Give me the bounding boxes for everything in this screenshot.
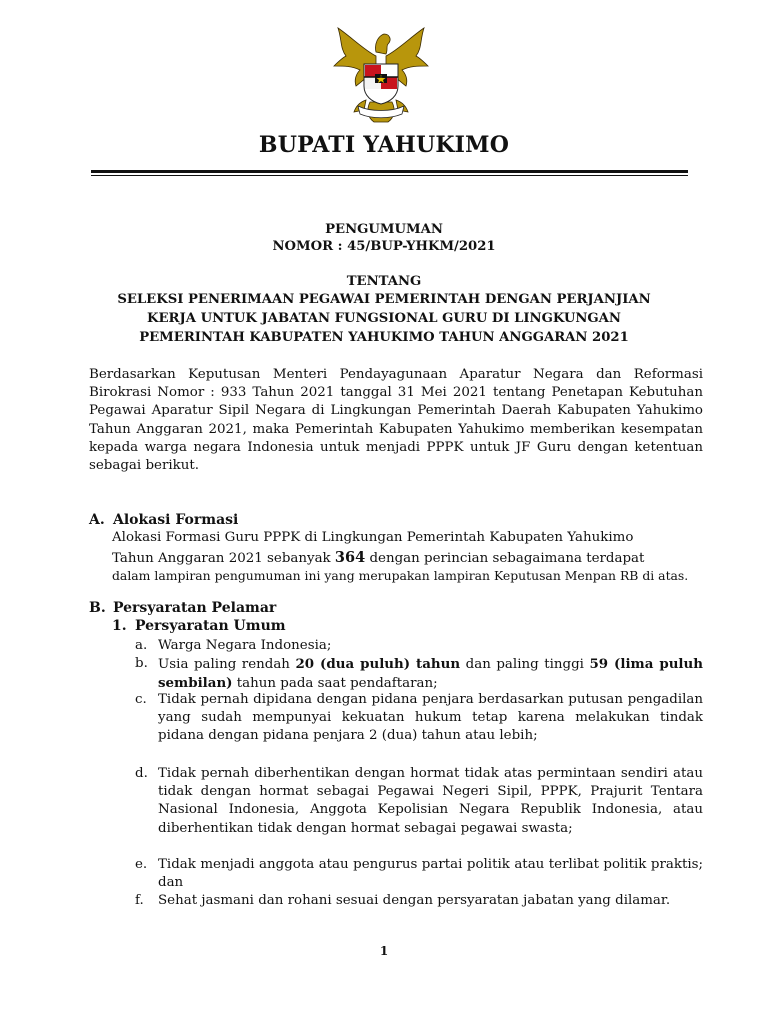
- section-a-title: Alokasi Formasi: [113, 512, 239, 528]
- section-a-line: Alokasi Formasi Guru PPPK di Lingkungan Pemerintah Kabupaten Yahukimo: [112, 530, 634, 545]
- announcement-subject-line: PEMERINTAH KABUPATEN YAHUKIMO TAHUN ANGGARAN 2021: [139, 330, 629, 345]
- section-b-letter: B.: [89, 600, 106, 616]
- section-b-heading: [89, 600, 276, 616]
- sub-title: Persyaratan Umum: [135, 618, 286, 634]
- item-text: Sehat jasmani dan rohani sesuai dengan persyaratan jabatan yang dilamar.: [158, 893, 671, 908]
- requirement-item-e: [135, 856, 703, 892]
- section-a-line: [112, 549, 644, 566]
- section-a-letter: A.: [89, 512, 105, 528]
- requirement-item-f: [135, 892, 703, 910]
- garuda-emblem-icon: [326, 22, 436, 124]
- announcement-subject-line: KERJA UNTUK JABATAN FUNGSIONAL GURU DI LINGKUNGAN: [147, 311, 621, 326]
- header-divider-thin: [91, 175, 688, 176]
- general-requirements-heading: [112, 618, 286, 634]
- section-a-heading: [89, 512, 238, 528]
- max-age: 59 (lima puluh sembilan): [158, 656, 703, 692]
- requirement-item-d: [135, 765, 703, 838]
- section-b-title: Persyaratan Pelamar: [113, 600, 277, 616]
- item-label: e.: [135, 857, 148, 872]
- item-text: Tidak pernah dipidana dengan pidana penjara berdasarkan putusan pengadilan yang sudah mempunyai kekuatan hukum tetap karena melakukan tindak pidana dengan pidana penjara 2 (dua) tahun atau lebih;: [158, 692, 703, 744]
- announcement-subject-line: SELEKSI PENERIMAAN PEGAWAI PEMERINTAH DENGAN PERJANJIAN: [117, 292, 651, 307]
- announcement-about: TENTANG: [346, 274, 422, 289]
- item-text: Tidak menjadi anggota atau pengurus partai politik atau terlibat politik praktis; dan: [158, 857, 703, 891]
- formation-count: 364: [334, 549, 366, 566]
- section-a-line: dalam lampiran pengumuman ini yang merupakan lampiran Keputusan Menpan RB di atas.: [112, 568, 689, 583]
- announcement-number: NOMOR : 45/BUP-YHKM/2021: [272, 239, 496, 254]
- requirement-item-c: [135, 691, 703, 746]
- item-label: f.: [135, 893, 144, 908]
- item-label: b.: [135, 656, 148, 671]
- section-a-text: Tahun Anggaran 2021 sebanyak: [112, 551, 335, 566]
- item-label: a.: [135, 638, 148, 653]
- requirement-item-a: [135, 637, 703, 655]
- sub-number: 1.: [112, 618, 127, 634]
- header-divider-thick: [91, 170, 688, 173]
- intro-paragraph: Berdasarkan Keputusan Menteri Pendayagunaan Aparatur Negara dan Reformasi Birokrasi Nomor : 933 Tahun 2021 tanggal 31 Mei 2021 tentang Penetapan Kebutuhan Pegawai Aparatur Sipil Negara di Lingkungan Pemerintah Daerah Kabupaten Yahukimo Tahun Anggaran 2021, maka Pemerintah Kabupaten Yahukimo memberikan kesempatan kepada warga negara Indonesia untuk menjadi PPPK untuk JF Guru dengan ketentuan sebagai berikut.: [89, 367, 703, 474]
- section-a-text: dengan perincian sebagaimana terdapat: [365, 551, 645, 566]
- announcement-label: PENGUMUMAN: [325, 222, 443, 237]
- item-label: d.: [135, 766, 148, 781]
- item-text: Usia paling rendah 20 (dua puluh) tahun dan paling tinggi 59 (lima puluh sembilan) tahun pada saat pendaftaran;: [158, 656, 703, 692]
- item-label: c.: [135, 692, 147, 707]
- document-title: BUPATI YAHUKIMO: [258, 132, 510, 158]
- page-number: 1: [379, 944, 389, 958]
- item-text: Tidak pernah diberhentikan dengan hormat tidak atas permintaan sendiri atau tidak dengan hormat sebagai Pegawai Negeri Sipil, PPPK, Prajurit Tentara Nasional Indonesia, Anggota Kepolisian Negara Republik Indonesia, atau diberhentikan tidak dengan hormat sebagai pegawai swasta;: [158, 766, 703, 836]
- item-text: Warga Negara Indonesia;: [158, 638, 332, 653]
- requirement-item-b: [135, 655, 703, 693]
- min-age: 20 (dua puluh) tahun: [295, 656, 461, 672]
